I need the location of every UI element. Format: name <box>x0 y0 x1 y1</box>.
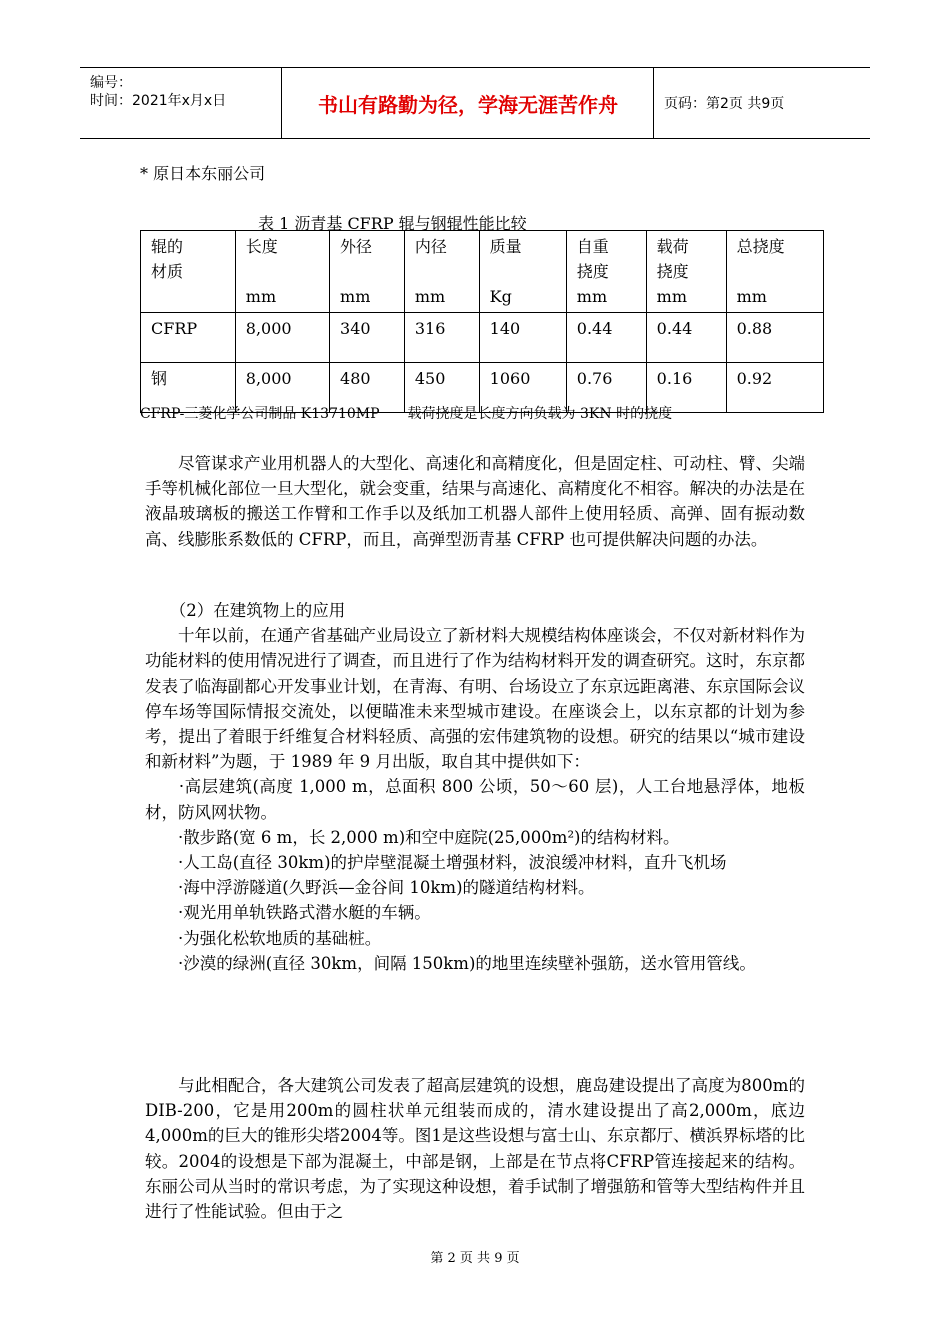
date-label: 时间：2021年x月x日 <box>90 93 227 109</box>
paragraph-text: 尽管谋求产业用机器人的大型化、高速化和高精度化，但是固定柱、可动柱、臂、尖端手等机械化部位一旦大型化，就会变重，结果与高速化、高精度化不相容。解决的办法是在液晶玻璃板的搬送工作臂和工作手以及纸加工机器人部件上使用轻质、高弹、固有振动数高、线膨胀系数低的 CFRP，而且，高弹型沥青基 CFRP 也可提供解决问题的办法。 <box>145 454 805 549</box>
header-cell-length: 长度 mm <box>235 231 329 313</box>
header-cell-total-deflection: 总挠度 mm <box>726 231 823 313</box>
list-item: ·观光用单轨铁路式潜水艇的车辆。 <box>145 903 431 923</box>
list-item: ·高层建筑(高度 1,000 m，总面积 800 公顷，50～60 层)，人工台地悬浮体，地板材，防风网状物。 <box>145 777 805 822</box>
table-cell: 316 <box>404 313 479 363</box>
page-header <box>80 67 870 139</box>
header-motto: 书山有路勤为径，学海无涯苦作舟 <box>283 68 654 138</box>
header-cell-load-deflection: 载荷 挠度 mm <box>646 231 726 313</box>
page-footer: 第 2 页 共 9 页 <box>430 1251 520 1266</box>
header-cell-mass: 质量 Kg <box>479 231 566 313</box>
table-cell: 0.44 <box>566 313 646 363</box>
paragraph-text: 十年以前，在通产省基础产业局设立了新材料大规模结构体座谈会，不仅对新材料作为功能材料的使用情况进行了调查，而且进行了作为结构材料开发的调查研究。这时，东京都发表了临海副都心开发事业计划，在青海、有明、台场设立了东京远距离港、东京国际会议停车场等国际情报交流处，以便瞄准未来型城市建设。在座谈会上，以东京都的计划为参考，提出了着眼于纤维复合材料轻质、高强的宏伟建筑物的设想。研究的结果以“城市建设和新材料”为题，于 1989 年 9 月出版，取自其中提供如下： <box>145 626 805 772</box>
header-cell-material: 辊的 材质 <box>141 231 236 313</box>
table-cell: 0.16 <box>646 363 726 413</box>
list-item: ·为强化松软地质的基础桩。 <box>145 928 382 948</box>
table-cell: 0.76 <box>566 363 646 413</box>
code-label: 编号： <box>90 75 132 91</box>
paragraph-text: 与此相配合，各大建筑公司发表了超高层建筑的设想，鹿岛建设提出了高度为800m的DIB-200，它是用200m的圆柱状单元组装而成的，清水建设提出了高2,000m，底边4,000m的巨大的锥形尖塔2004等。图1是这些设想与富士山、东京都厅、横浜界标塔的比较。2004的设想是下部为混凝土，中部是钢，上部是在节点将CFRP管连接起来的结构。东丽公司从当时的常识考虑，为了实现这种设想，着手试制了增强筋和管等大型结构件并且进行了性能试验。但由于之 <box>145 1076 805 1222</box>
comparison-table <box>140 230 824 413</box>
table-cell: 0.88 <box>726 313 823 363</box>
header-meta <box>80 68 282 138</box>
paragraph-skyscrapers <box>145 1073 805 1224</box>
list-item: ·沙漠的绿洲(直径 30km，间隔 150km)的地里连续壁补强筋，送水管用管线。 <box>145 953 756 973</box>
table-cell: 480 <box>330 363 405 413</box>
header-cell-inner-diameter: 内径 mm <box>404 231 479 313</box>
list-item: ·散步路(宽 6 m，长 2,000 m)和空中庭院(25,000m²)的结构材料。 <box>145 827 680 847</box>
table-footnote: CFRP-三菱化学公司制品 K13710MP 载荷挠度是长度方向负载为 3KN 时的挠度 <box>140 406 673 422</box>
section-heading: （2）在建筑物上的应用 <box>145 601 346 620</box>
table-row-cfrp <box>141 313 824 363</box>
table-cell: CFRP <box>141 313 236 363</box>
table-cell: 0.92 <box>726 363 823 413</box>
section-buildings <box>145 598 805 976</box>
paragraph-robots <box>145 451 805 552</box>
table-cell: 140 <box>479 313 566 363</box>
header-page-label: 页码：第2页 共9页 <box>664 96 785 112</box>
company-note: * 原日本东丽公司 <box>140 164 266 183</box>
table-cell: 钢 <box>141 363 236 413</box>
table-cell: 8,000 <box>235 313 329 363</box>
table-cell: 1060 <box>479 363 566 413</box>
table-header-row <box>141 231 824 313</box>
table-cell: 0.44 <box>646 313 726 363</box>
table-cell: 8,000 <box>235 363 329 413</box>
list-item: ·海中浮游隧道(久野浜—金谷间 10km)的隧道结构材料。 <box>145 878 595 898</box>
table-cell: 450 <box>404 363 479 413</box>
list-item: ·人工岛(直径 30km)的护岸壁混凝土增强材料，波浪缓冲材料，直升飞机场 <box>145 853 727 873</box>
header-cell-self-deflection: 自重 挠度 mm <box>566 231 646 313</box>
table-caption: 表 1 沥青基 CFRP 辊与钢辊性能比较 <box>258 214 527 233</box>
table-cell: 340 <box>330 313 405 363</box>
header-cell-outer-diameter: 外径 mm <box>330 231 405 313</box>
